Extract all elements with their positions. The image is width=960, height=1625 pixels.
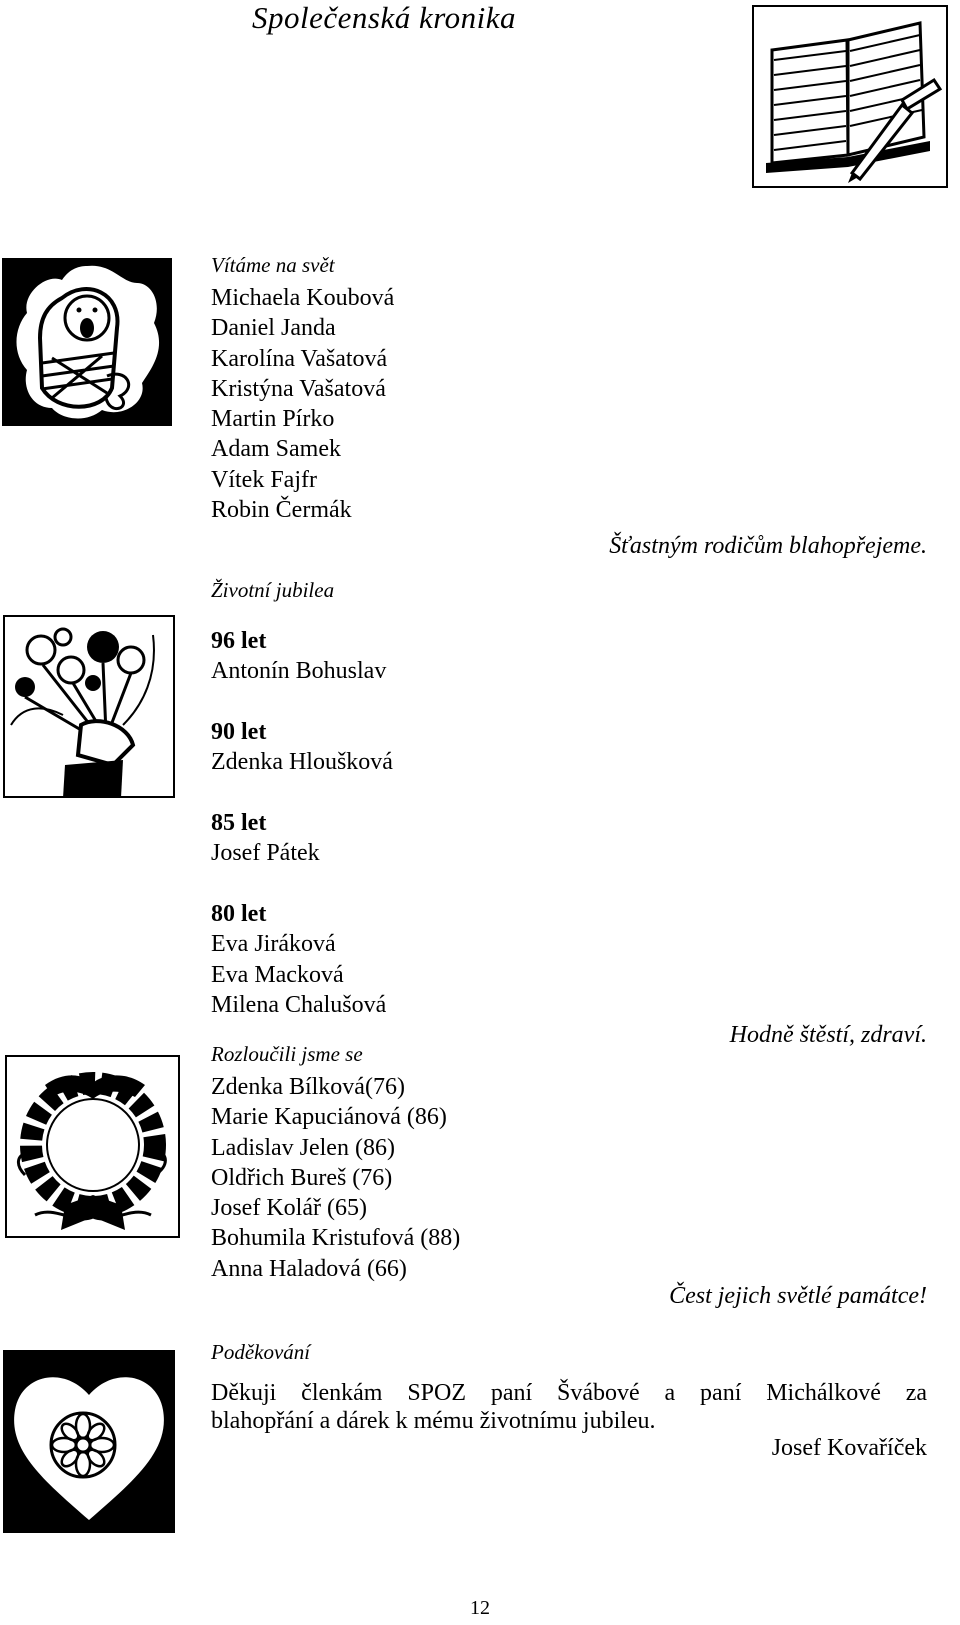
- list-item: Daniel Janda: [211, 315, 336, 342]
- jubilee-group-85: [211, 808, 320, 869]
- jubilee-group-96: [211, 626, 386, 687]
- births-heading: Vítáme na svět: [211, 253, 335, 277]
- list-item: Bohumila Kristufová (88): [211, 1225, 461, 1252]
- list-item: Adam Samek: [211, 436, 341, 463]
- wreath-icon: [5, 1055, 180, 1238]
- jubilees-closing: Hodně štěstí, zdraví.: [729, 1022, 927, 1048]
- age-label: 90 let: [211, 719, 267, 745]
- list-item: Ladislav Jelen (86): [211, 1134, 395, 1161]
- age-label: 96 let: [211, 628, 267, 654]
- thanks-line-2: blahopřání a dárek k mému životnímu jubileu.: [211, 1408, 656, 1434]
- farewells-heading: Rozloučili jsme se: [211, 1042, 363, 1066]
- list-item: Martin Pírko: [211, 406, 335, 433]
- heart-flower-icon: [3, 1350, 175, 1533]
- farewells-closing: Čest jejich světlé památce!: [669, 1283, 927, 1309]
- thanks-heading: Poděkování: [211, 1340, 311, 1364]
- list-item: Oldřich Bureš (76): [211, 1164, 393, 1191]
- signature: Josef Kovaříček: [771, 1435, 927, 1461]
- list-item: Zdenka Bílková(76): [211, 1074, 405, 1100]
- list-item: Kristýna Vašatová: [211, 375, 386, 402]
- list-item: Karolína Vašatová: [211, 345, 388, 372]
- jubilee-group-90: [211, 717, 393, 778]
- list-item: Antonín Bohuslav: [211, 658, 387, 685]
- list-item: Anna Haladová (66): [211, 1255, 407, 1282]
- list-item: Vítek Fajfr: [211, 466, 317, 493]
- age-label: 85 let: [211, 810, 267, 836]
- jubilees-heading: Životní jubilea: [211, 578, 335, 602]
- list-item: Michaela Koubová: [211, 285, 395, 311]
- births-closing: Šťastným rodičům blahopřejeme.: [609, 533, 927, 559]
- list-item: Eva Macková: [211, 961, 344, 988]
- list-item: Josef Pátek: [211, 840, 320, 867]
- page-title: Společenská kronika: [252, 0, 517, 35]
- list-item: Josef Kolář (65): [211, 1195, 367, 1222]
- baby-icon: [2, 258, 172, 426]
- list-item: Eva Jiráková: [211, 931, 336, 958]
- farewells-list: [211, 1072, 460, 1284]
- jubilee-group-80: [211, 899, 386, 1020]
- list-item: Zdenka Hloušková: [211, 749, 393, 776]
- births-list: [211, 283, 394, 525]
- page-number: 12: [470, 1597, 490, 1619]
- age-label: 80 let: [211, 901, 267, 927]
- list-item: Milena Chalušová: [211, 991, 387, 1018]
- flower-bouquet-icon: [3, 615, 175, 798]
- thanks-line-1: Děkuji členkám SPOZ paní Švábové a paní Michálkové za: [211, 1380, 927, 1406]
- list-item: Marie Kapuciánová (86): [211, 1104, 447, 1131]
- open-book-icon: [752, 5, 948, 188]
- list-item: Robin Čermák: [211, 497, 352, 524]
